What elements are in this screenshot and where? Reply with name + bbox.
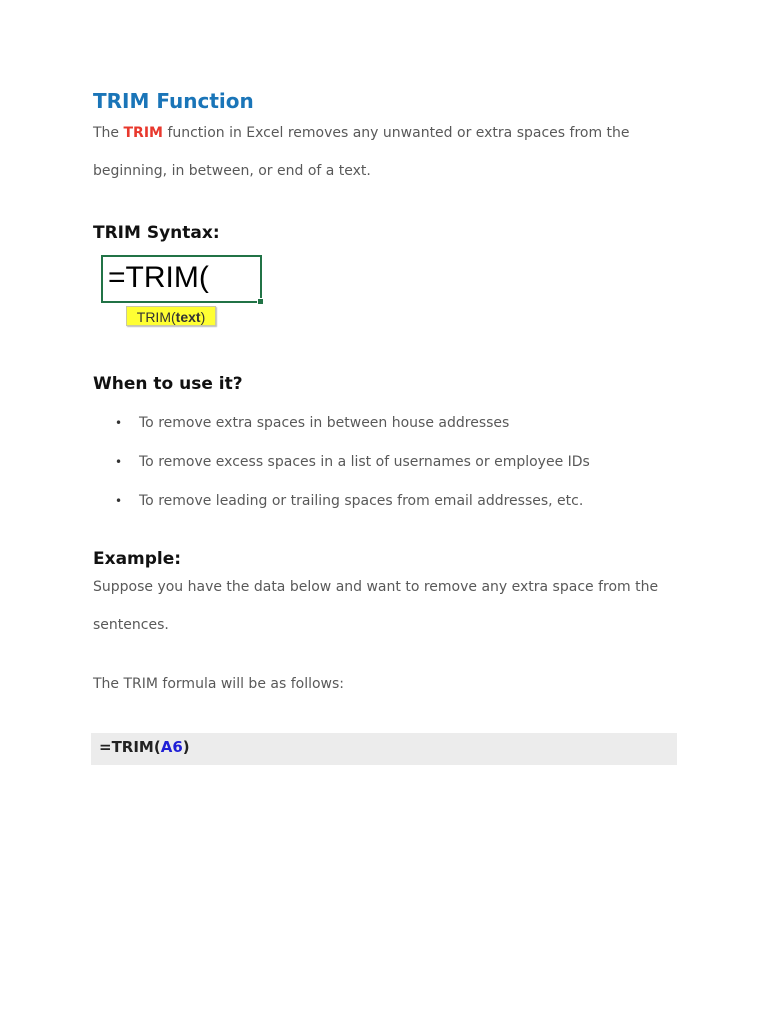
bullet-icon: • [115,416,123,430]
tooltip-argument: text [175,309,201,325]
when-heading: When to use it? [93,374,243,394]
formula-intro: The TRIM formula will be as follows: [93,676,345,692]
excel-formula-cell [101,255,262,303]
intro-prefix: The [93,125,120,141]
formula-text [99,737,190,757]
function-tooltip [126,306,216,326]
syntax-heading: TRIM Syntax: [93,223,220,243]
formula-suffix: ) [182,738,190,756]
fill-handle [257,298,264,305]
intro-paragraph [93,114,653,190]
bullet-icon: • [115,494,123,508]
trim-highlight: TRIM [123,125,163,141]
list-item [93,404,590,443]
formula-prefix: =TRIM( [99,738,161,756]
example-paragraph: Suppose you have the data below and want to remove any extra space from the sentences. [93,579,659,633]
example-heading: Example: [93,549,182,569]
intro-suffix: function in Excel removes any unwanted or extra spaces from the beginning, in between, or end of a text. [93,125,630,179]
cell-reference: A6 [160,738,183,756]
tooltip-close: ) [200,309,206,325]
list-item-text: To remove extra spaces in between house addresses [139,415,510,431]
use-case-list [93,404,590,521]
list-item-text: To remove leading or trailing spaces from email addresses, etc. [139,493,584,509]
tooltip-function: TRIM( [136,309,176,325]
list-item [93,482,590,521]
page-title: TRIM Function [93,89,254,113]
cell-formula-text: =TRIM( [108,261,209,294]
bullet-icon: • [115,455,123,469]
formula-code-block [91,733,677,765]
list-item [93,443,590,482]
list-item-text: To remove excess spaces in a list of usernames or employee IDs [139,454,590,470]
